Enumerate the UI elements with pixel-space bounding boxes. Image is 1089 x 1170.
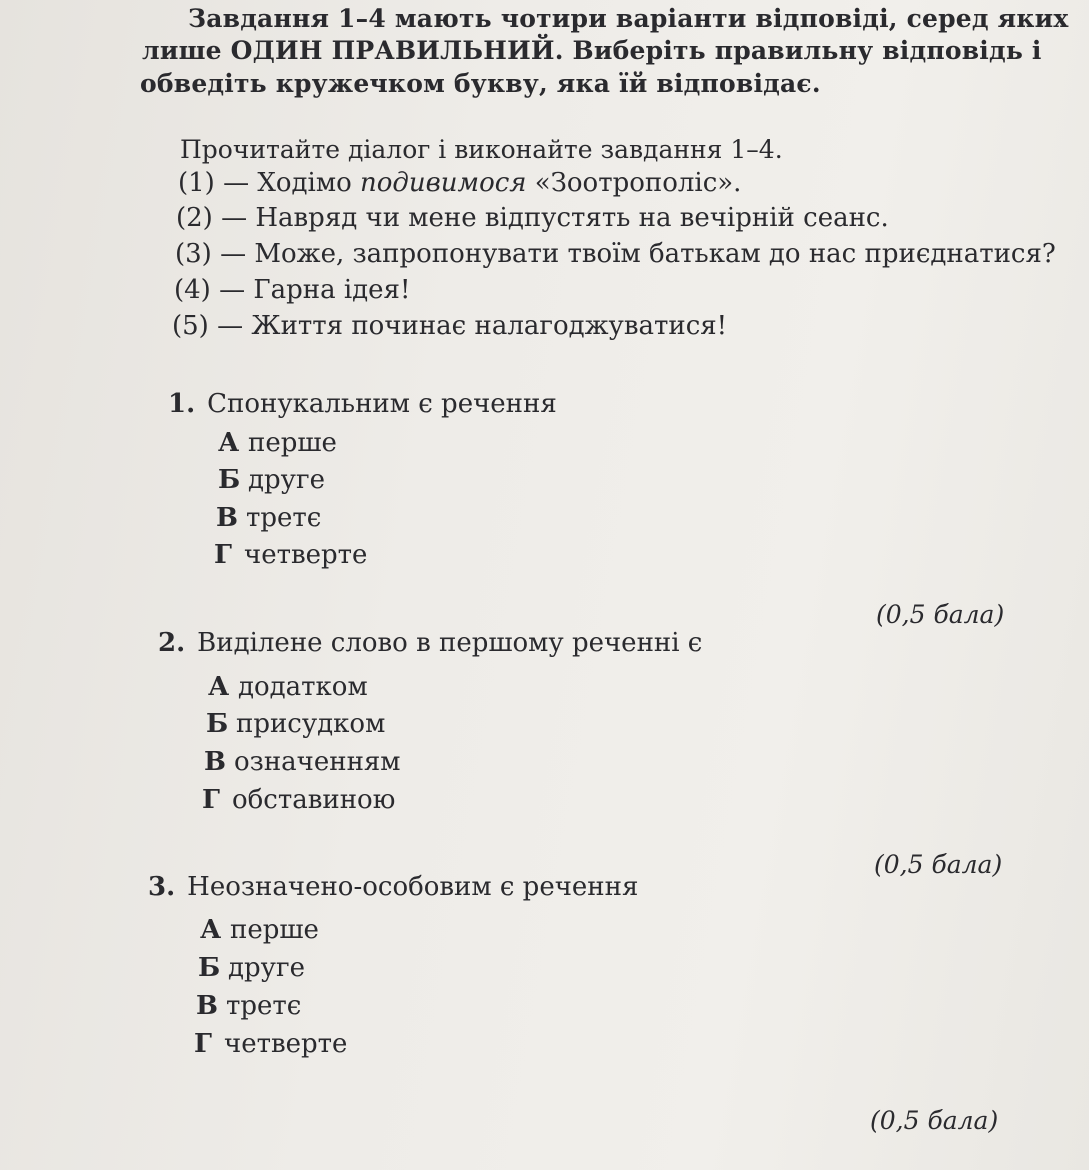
question-3-score: (0,5 бала) <box>870 1106 999 1135</box>
question-2-option-c[interactable] <box>204 747 401 777</box>
option-letter: Б <box>198 953 221 983</box>
dialog-line-2 <box>176 203 889 233</box>
option-text: третє <box>246 503 322 533</box>
option-letter: А <box>218 428 240 458</box>
question-3-option-c[interactable] <box>196 991 301 1021</box>
option-text: перше <box>230 915 319 945</box>
option-text: третє <box>226 991 302 1021</box>
option-text: означенням <box>234 747 401 777</box>
instruction-line-2: лише ОДИН ПРАВИЛЬНИЙ. Виберіть правильну відповідь і <box>142 36 1042 65</box>
option-letter: Б <box>218 465 241 495</box>
question-1-option-b[interactable] <box>218 465 325 495</box>
option-text: четверте <box>224 1029 348 1059</box>
dialog-line-text: — Ходімо <box>223 168 361 198</box>
question-1-option-a[interactable] <box>218 428 337 458</box>
question-1 <box>168 389 557 419</box>
option-letter: А <box>200 915 222 945</box>
option-letter: Г <box>194 1029 212 1059</box>
dialog-line-number: (5) <box>172 311 209 341</box>
instruction-line-1: Завдання 1–4 мають чотири варіанти відповіді, серед яких <box>188 4 1069 33</box>
dialog-line-5 <box>172 311 727 341</box>
question-2-option-a[interactable] <box>208 672 368 702</box>
question-2-option-b[interactable] <box>206 709 385 739</box>
question-1-score: (0,5 бала) <box>876 600 1005 629</box>
dialog-line-number: (3) <box>175 239 212 269</box>
question-text: Спонукальним є речення <box>207 389 557 419</box>
dialog-line-text: — Гарна ідея! <box>219 275 411 305</box>
question-text: Виділене слово в першому реченні є <box>197 628 703 658</box>
instruction-line-3: обведіть кружечком букву, яка їй відповідає. <box>140 69 821 98</box>
question-3 <box>148 872 638 902</box>
option-letter: В <box>204 747 226 777</box>
question-1-option-d[interactable] <box>214 540 367 570</box>
question-number: 2. <box>158 628 186 658</box>
dialog-line-number: (2) <box>176 203 213 233</box>
question-2-option-d[interactable] <box>202 785 395 815</box>
dialog-line-text: — Життя починає налагоджуватися! <box>217 311 728 341</box>
option-text: друге <box>228 953 305 983</box>
question-3-option-d[interactable] <box>194 1029 347 1059</box>
question-number: 1. <box>168 389 196 419</box>
dialog-line-3 <box>175 239 1056 269</box>
dialog-line-1 <box>178 168 741 198</box>
dialog-line-text: «Зоотрополіс». <box>526 168 742 198</box>
option-text: перше <box>248 428 337 458</box>
option-letter: Б <box>206 709 229 739</box>
dialog-line-4 <box>174 275 410 305</box>
reading-instruction: Прочитайте діалог і виконайте завдання 1–4. <box>180 135 783 164</box>
question-1-option-c[interactable] <box>216 503 321 533</box>
option-letter: А <box>208 672 230 702</box>
question-text: Неозначено-особовим є речення <box>187 872 639 902</box>
option-letter: Г <box>214 540 232 570</box>
dialog-line-number: (4) <box>174 275 211 305</box>
question-number: 3. <box>148 872 176 902</box>
option-text: обставиною <box>232 785 396 815</box>
option-text: четверте <box>244 540 368 570</box>
option-text: присудком <box>236 709 386 739</box>
question-2-score: (0,5 бала) <box>874 850 1003 879</box>
highlighted-word: подивимося <box>360 168 527 198</box>
dialog-line-number: (1) <box>178 168 215 198</box>
question-3-option-a[interactable] <box>200 915 319 945</box>
question-3-option-b[interactable] <box>198 953 305 983</box>
option-letter: В <box>216 503 238 533</box>
option-text: додатком <box>238 672 368 702</box>
option-letter: Г <box>202 785 220 815</box>
dialog-line-text: — Може, запропонувати твоїм батькам до нас приєднатися? <box>220 239 1056 269</box>
option-letter: В <box>196 991 218 1021</box>
option-text: друге <box>248 465 325 495</box>
dialog-line-text: — Навряд чи мене відпустять на вечірній сеанс. <box>221 203 889 233</box>
question-2 <box>158 628 702 658</box>
